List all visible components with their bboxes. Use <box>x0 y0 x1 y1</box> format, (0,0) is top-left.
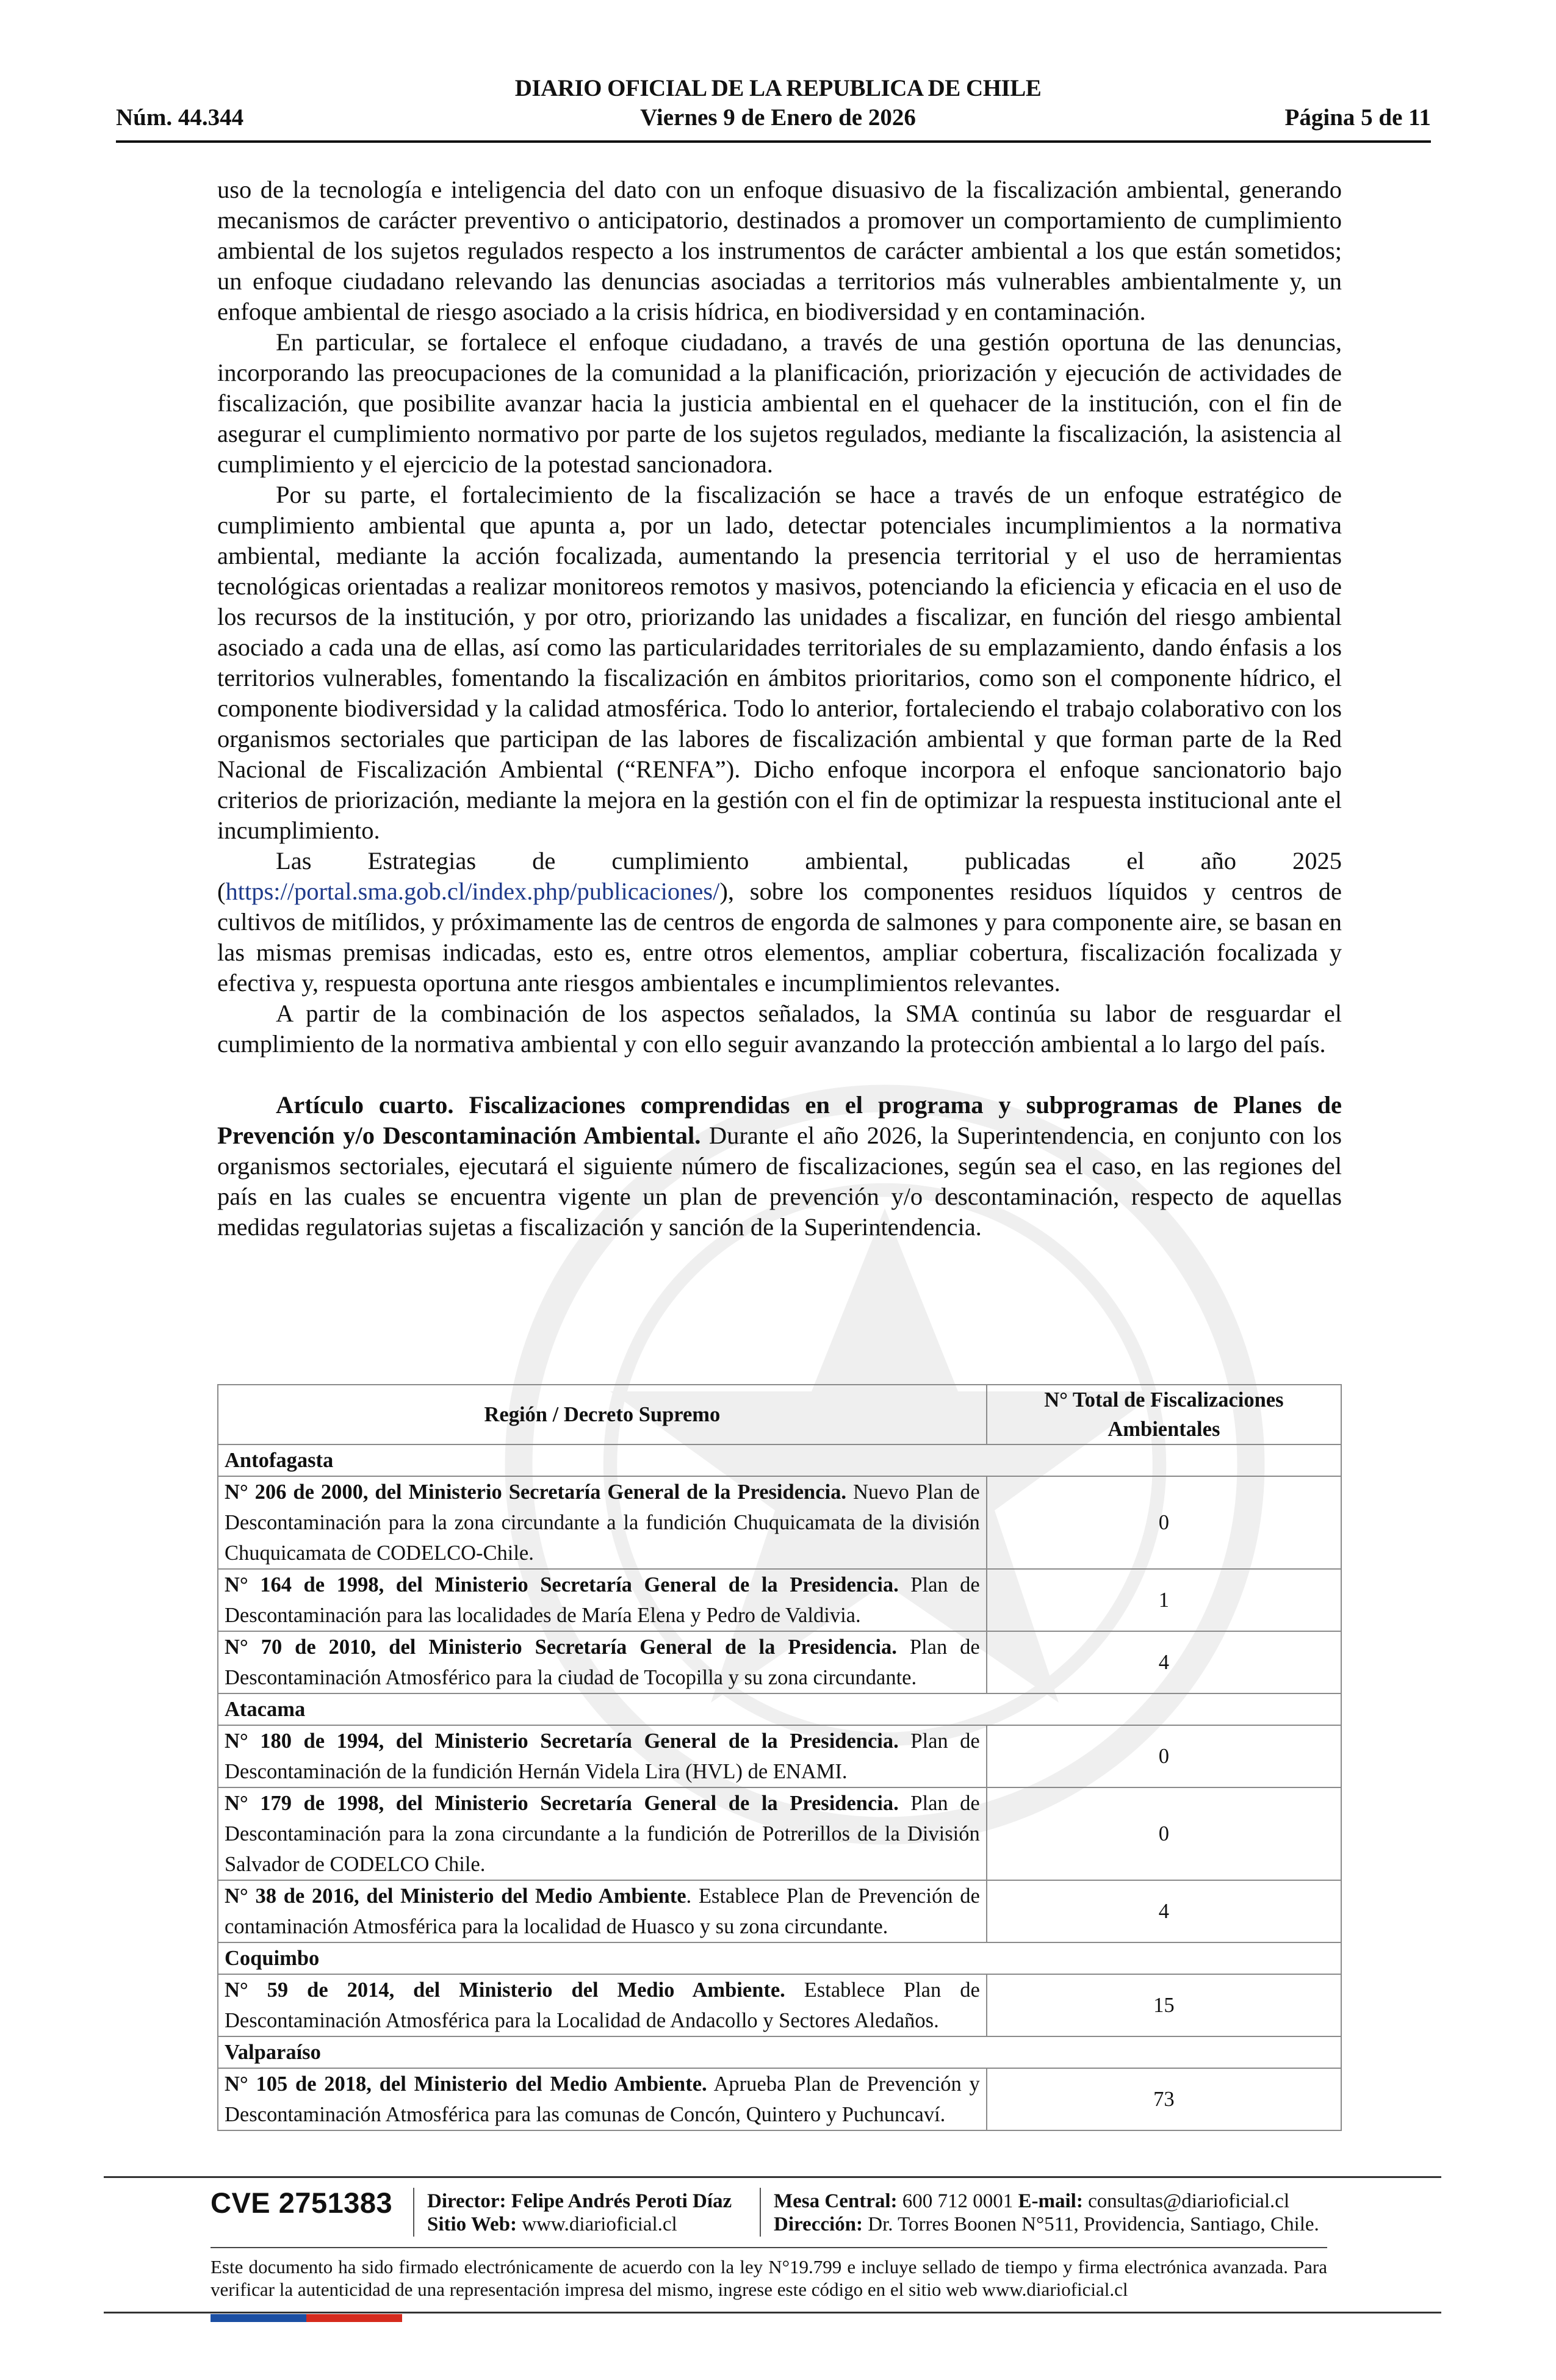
email-label: E-mail: <box>1018 2190 1083 2212</box>
decree-description: Nuevo Plan de Descontaminación para la zona circundante a la fundición Chuquicamata de la división Chuquicamata de CODELCO-Chile. <box>225 1480 980 1565</box>
decree-cell <box>218 1787 987 1880</box>
article-four <box>217 1090 1342 1242</box>
region-row <box>218 1693 1341 1725</box>
newspaper-title: DIARIO OFICIAL DE LA REPUBLICA DE CHILE <box>514 75 1042 101</box>
decree-reference: N° 105 de 2018, del Ministerio del Medio Ambiente. <box>225 2072 707 2096</box>
inspections-table <box>217 1384 1342 2131</box>
decree-reference: N° 206 de 2000, del Ministerio Secretaría General de la Presidencia. <box>225 1480 846 1504</box>
decree-description: Plan de Descontaminación para las localidades de María Elena y Pedro de Valdivia. <box>225 1573 980 1627</box>
table-header-row <box>218 1385 1341 1444</box>
address-value: Dr. Torres Boonen N°511, Providencia, Santiago, Chile. <box>868 2213 1319 2235</box>
region-name: Atacama <box>218 1693 1341 1725</box>
decree-description: . Establece Plan de Prevención de contaminación Atmosférica para la localidad de Huasco y su zona circundante. <box>225 1884 980 1938</box>
decree-cell <box>218 1476 987 1569</box>
decree-description: Aprueba Plan de Prevención y Descontaminación Atmosférica para las comunas de Concón, Quintero y Puchuncaví. <box>225 2072 980 2126</box>
footer-director-block <box>427 2190 732 2236</box>
inspection-count: 0 <box>987 1725 1341 1787</box>
decree-reference: N° 70 de 2010, del Ministerio Secretaría General de la Presidencia. <box>225 1635 897 1659</box>
paragraph-4-end: ), sobre los componentes residuos líquidos y centros de cultivos de mitílidos, y próximamente las de centros de engorda de salmones y para componente aire, se basan en las mismas premisas indicadas, esto es, entre otros elementos, ampliar cobertura, fiscalización focalizada y efectiva y, respuesta oportuna ante riesgos ambientales e incumplimientos relevantes. <box>217 878 1342 997</box>
decree-cell <box>218 1631 987 1693</box>
article-four-text: Durante el año 2026, la Superintendencia, en conjunto con los organismos sectoriales, ejecutará el siguiente número de fiscalizaciones, según sea el caso, en las regiones del país en las cuales se encuentra vigente un plan de prevención y/o descontaminación, respecto de aquellas medidas regulatorias sujetas a fiscalización y sanción de la Superintendencia. <box>217 1122 1342 1241</box>
document-body <box>217 175 1342 1242</box>
table-row <box>218 1631 1341 1693</box>
footer-separator <box>760 2188 761 2237</box>
decree-cell <box>218 1880 987 1942</box>
decree-description: Plan de Descontaminación Atmosférico para la ciudad de Tocopilla y su zona circundante. <box>225 1635 980 1689</box>
site-label: Sitio Web: <box>427 2213 517 2235</box>
inspection-count: 0 <box>987 1476 1341 1569</box>
table-row <box>218 1880 1341 1942</box>
inspection-count: 15 <box>987 1974 1341 2036</box>
decree-reference: N° 38 de 2016, del Ministerio del Medio Ambiente <box>225 1884 686 1908</box>
inspection-count: 73 <box>987 2068 1341 2130</box>
table-row <box>218 1476 1341 1569</box>
paragraph-1: uso de la tecnología e inteligencia del dato con un enfoque disuasivo de la fiscalización ambiental, generando mecanismos de carácter preventivo o anticipatorio, destinados a promover un comportamiento de cumplimiento ambiental de los sujetos regulados respecto a los instrumentos de carácter ambiental a los que están sometidos; un enfoque ciudadano relevando las denuncias asociadas a territorios más vulnerables ambientalmente y, un enfoque ambiental de riesgo asociado a la crisis hídrica, en biodiversidad y en contaminación. <box>217 176 1342 325</box>
paragraph-4-start: Las Estrategias de cumplimiento ambiental, publicadas el año 2025 ( <box>217 847 1342 905</box>
mesa-label: Mesa Central: <box>774 2190 898 2212</box>
inspection-count: 0 <box>987 1787 1341 1880</box>
issue-number: Núm. 44.344 <box>116 104 244 131</box>
article-four-title: Artículo cuarto. Fiscalizaciones comprendidas en el programa y subprogramas de Planes de Prevención y/o Descontaminación Ambiental. <box>217 1091 1342 1149</box>
table-body <box>218 1444 1341 2130</box>
table-row <box>218 2068 1341 2130</box>
flag-stripe-blue <box>211 2314 306 2322</box>
legal-notice: Este documento ha sido firmado electrónicamente de acuerdo con la ley N°19.799 e incluye sellado de tiempo y firma electrónica avanzada. Para verificar la autenticidad de una representación impresa del mismo, ingrese este código en el sitio web www.diarioficial.cl <box>211 2256 1327 2300</box>
region-row <box>218 2036 1341 2068</box>
region-name: Valparaíso <box>218 2036 1341 2068</box>
decree-cell <box>218 1725 987 1787</box>
footer-divider-middle <box>211 2247 1327 2248</box>
decree-cell <box>218 1974 987 2036</box>
region-row <box>218 1942 1341 1974</box>
column-header-total: N° Total de Fiscalizaciones Ambientales <box>987 1385 1341 1444</box>
paragraph-4 <box>217 846 1342 998</box>
director-label: Director: <box>427 2190 506 2212</box>
paragraph-2: En particular, se fortalece el enfoque ciudadano, a través de una gestión oportuna de las denuncias, incorporando las preocupaciones de la comunidad a la planificación, priorización y ejecución de actividades de fiscalización, que posibilite avanzar hacia la justicia ambiental en el quehacer de la institución, con el fin de asegurar el cumplimiento normativo por parte de los sujetos regulados, mediante la fiscalización, la asistencia al cumplimiento y el ejercicio de la potestad sancionadora. <box>217 328 1342 478</box>
decree-reference: N° 180 de 1994, del Ministerio Secretaría General de la Presidencia. <box>225 1729 899 1753</box>
table-row <box>218 1569 1341 1631</box>
decree-description: Establece Plan de Descontaminación Atmosférica para la Localidad de Andacollo y Sectores Aledaños. <box>225 1978 980 2032</box>
region-name: Antofagasta <box>218 1444 1341 1476</box>
table-row <box>218 1725 1341 1787</box>
header-divider <box>116 140 1431 143</box>
inspection-count: 4 <box>987 1880 1341 1942</box>
flag-stripe-red <box>306 2314 402 2322</box>
page-indicator: Página 5 de 11 <box>1284 104 1431 131</box>
director-name: Felipe Andrés Peroti Díaz <box>511 2190 732 2212</box>
publications-link[interactable]: https://portal.sma.gob.cl/index.php/publicaciones/ <box>225 878 720 905</box>
paragraph-3: Por su parte, el fortalecimiento de la fiscalización se hace a través de un enfoque estratégico de cumplimiento ambiental que apunta a, por un lado, detectar potenciales incumplimientos a la normativa ambiental, mediante la acción focalizada, aumentando la presencia territorial y el uso de herramientas tecnológicas orientadas a realizar monitoreos remotos y masivos, potenciando la eficiencia y eficacia en el uso de los recursos de la institución, y por otro, priorizando las unidades a fiscalizar, en función del riesgo ambiental asociado a cada una de ellas, así como las particularidades territoriales de su emplazamiento, dando énfasis a los territorios vulnerables, fomentando la fiscalización en ámbitos prioritarios, como son el componente hídrico, el componente biodiversidad y la calidad atmosférica. Todo lo anterior, fortaleciendo el trabajo colaborativo con los organismos sectoriales que participan de las labores de fiscalización ambiental y que forman parte de la Red Nacional de Fiscalización Ambiental (“RENFA”). Dicho enfoque incorpora el enfoque sancionatorio bajo criterios de priorización, mediante la mejora en la gestión con el fin de optimizar la respuesta institucional ante el incumplimiento. <box>217 481 1342 844</box>
decree-reference: N° 59 de 2014, del Ministerio del Medio Ambiente. <box>225 1978 785 2002</box>
issue-date: Viernes 9 de Enero de 2026 <box>640 104 916 131</box>
footer-divider-top <box>104 2176 1441 2178</box>
decree-reference: N° 179 de 1998, del Ministerio Secretaría General de la Presidencia. <box>225 1792 899 1815</box>
table-row <box>218 1787 1341 1880</box>
address-label: Dirección: <box>774 2213 863 2235</box>
decree-description: Plan de Descontaminación de la fundición Hernán Videla Lira (HVL) de ENAMI. <box>225 1729 980 1783</box>
column-header-region: Región / Decreto Supremo <box>218 1385 987 1444</box>
paragraph-5: A partir de la combinación de los aspectos señalados, la SMA continúa su labor de resguardar el cumplimiento de la normativa ambiental y con ello seguir avanzando la protección ambiental a lo largo del país. <box>217 1000 1342 1058</box>
decree-description: Plan de Descontaminación para la zona circundante a la fundición de Potrerillos de la División Salvador de CODELCO Chile. <box>225 1792 980 1876</box>
footer-divider-bottom <box>104 2312 1441 2313</box>
decree-cell <box>218 1569 987 1631</box>
decree-reference: N° 164 de 1998, del Ministerio Secretaría General de la Presidencia. <box>225 1573 899 1596</box>
region-row <box>218 1444 1341 1476</box>
mesa-phone: 600 712 0001 <box>902 2190 1014 2212</box>
footer-separator <box>413 2188 414 2237</box>
footer-contact-block <box>774 2190 1319 2236</box>
inspection-count: 1 <box>987 1569 1341 1631</box>
table-row <box>218 1974 1341 2036</box>
site-link[interactable]: www.diarioficial.cl <box>522 2213 677 2235</box>
region-name: Coquimbo <box>218 1942 1341 1974</box>
decree-cell <box>218 2068 987 2130</box>
cve-code: CVE 2751383 <box>211 2187 393 2219</box>
inspection-count: 4 <box>987 1631 1341 1693</box>
email-link[interactable]: consultas@diarioficial.cl <box>1088 2190 1290 2212</box>
